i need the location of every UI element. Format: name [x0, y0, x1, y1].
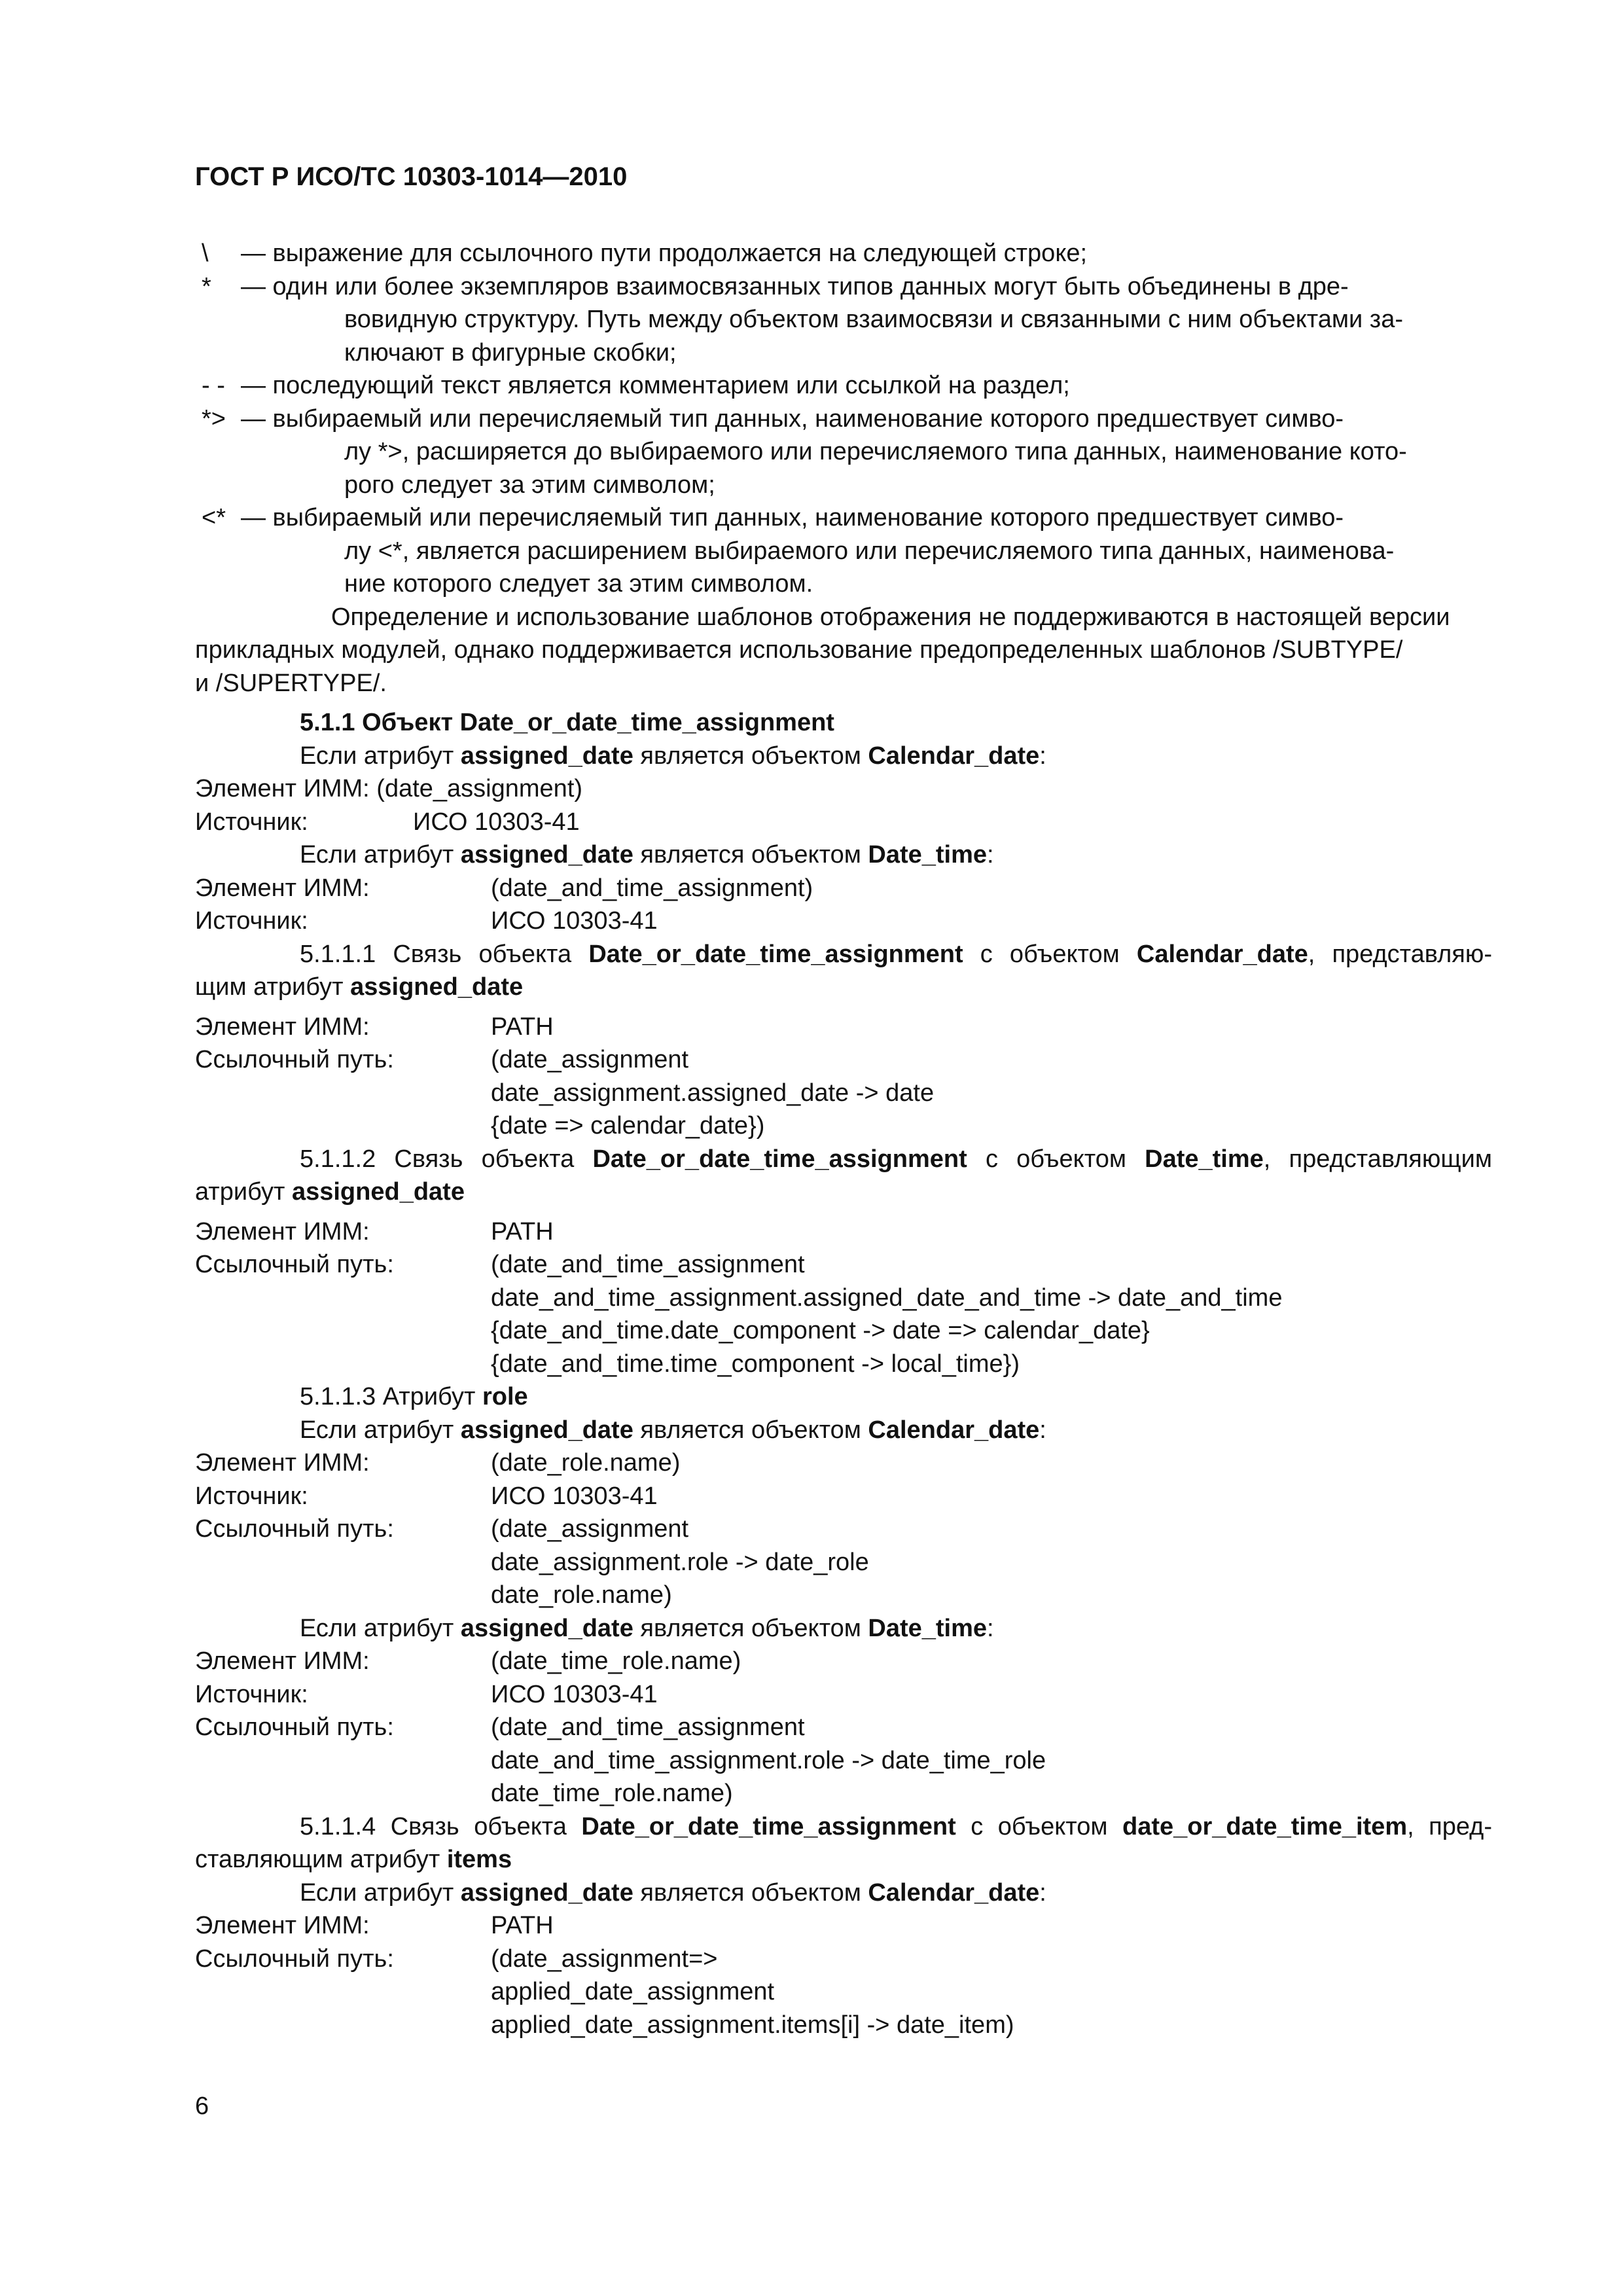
- path-line: [195, 1943, 1492, 1976]
- text: , представляющим: [1263, 1145, 1492, 1173]
- source-line: [195, 905, 1492, 938]
- source-line: [195, 806, 1492, 839]
- notation-text-continued: лу <*, является расширением выбираемого или перечисляемого типа данных, наименова-: [344, 537, 1395, 565]
- attribute-name: assigned_date: [460, 742, 633, 770]
- intro-paragraph-line: Определение и использование шаблонов отображения не поддерживаются в настоящей версии: [331, 603, 1450, 631]
- attribute-name: assigned_date: [460, 1614, 633, 1642]
- subsection-heading-5-1-1-2: [195, 1143, 1492, 1176]
- element-value: (date_time_role.name): [491, 1647, 741, 1675]
- element-line: [195, 1909, 1492, 1943]
- source-label: Источник:: [195, 1680, 308, 1708]
- text: является объектом: [633, 1614, 868, 1642]
- text: :: [987, 841, 994, 869]
- path-value: (date_and_time_assignment: [491, 1713, 805, 1741]
- text: :: [987, 1614, 994, 1642]
- element-line: Элемент ИММ: (date_assignment): [195, 775, 583, 802]
- path-value: (date_assignment: [491, 1515, 689, 1543]
- object-name: Calendar_date: [1136, 940, 1308, 968]
- path-label: Ссылочный путь:: [195, 1515, 394, 1543]
- path-continued: {date => calendar_date}): [491, 1112, 765, 1139]
- source-label: Источник:: [195, 1482, 308, 1510]
- notation-text: — один или более экземпляров взаимосвязанных типов данных могут быть объединены в дре-: [241, 272, 1349, 300]
- subsection-heading-5-1-1-1: [195, 938, 1492, 971]
- path-continued: date_assignment.assigned_date -> date: [491, 1079, 935, 1107]
- notation-text-continued: вовидную структуру. Путь между объектом взаимосвязи и связанными с ним объектами за-: [344, 306, 1404, 333]
- text: Если атрибут: [300, 742, 461, 770]
- text: , пред-: [1407, 1812, 1492, 1840]
- element-value: PATH: [491, 1912, 554, 1939]
- path-continued: date_and_time_assignment.assigned_date_and_time -> date_and_time: [491, 1283, 1283, 1312]
- text: щим атрибут: [195, 973, 351, 1001]
- path-value: (date_assignment=>: [491, 1945, 718, 1973]
- subsection-heading-continued: [195, 1843, 1492, 1876]
- element-label: Элемент ИММ:: [195, 1217, 370, 1246]
- path-value: (date_assignment: [491, 1046, 689, 1073]
- notation-text: — выбираемый или перечисляемый тип данных, наименование которого предшествует симво-: [241, 504, 1344, 531]
- notation-item: [195, 369, 1492, 403]
- source-value: ИСО 10303-41: [491, 1680, 658, 1708]
- element-value: (date_and_time_assignment): [491, 874, 813, 902]
- subsection-heading-5-1-1-4: [195, 1810, 1492, 1844]
- element-label: Элемент ИММ:: [195, 874, 370, 902]
- path-continued: date_and_time_assignment.role -> date_time_role: [491, 1746, 1046, 1774]
- subsection-heading-continued: [195, 1175, 1492, 1209]
- text: 5.1.1.4 Связь объекта: [300, 1812, 582, 1840]
- element-line: [195, 1645, 1492, 1678]
- attribute-name: assigned_date: [460, 841, 633, 869]
- text: 5.1.1.3 Атрибут: [300, 1383, 482, 1410]
- text: с объектом: [963, 940, 1137, 968]
- path-label: Ссылочный путь:: [195, 1713, 394, 1741]
- object-name: Date_or_date_time_assignment: [588, 940, 963, 968]
- element-label: Элемент ИММ:: [195, 1013, 370, 1041]
- attribute-name: assigned_date: [460, 1878, 633, 1907]
- object-name: Calendar_date: [868, 742, 1040, 770]
- text: 5.1.1.1 Связь объекта: [300, 940, 589, 968]
- notation-symbol: *>: [202, 404, 226, 433]
- text: :: [1039, 1416, 1046, 1444]
- notation-text: — последующий текст является комментарием или ссылкой на раздел;: [241, 372, 1070, 399]
- notation-symbol: <*: [202, 504, 226, 531]
- path-continued: date_assignment.role -> date_role: [491, 1548, 869, 1576]
- text: является объектом: [633, 841, 868, 869]
- text: является объектом: [633, 1416, 868, 1444]
- element-label: Элемент ИММ:: [195, 1912, 370, 1939]
- text: , представляю-: [1308, 940, 1492, 968]
- path-line: [195, 1711, 1492, 1744]
- text: ставляющим атрибут: [195, 1846, 447, 1873]
- path-label: Ссылочный путь:: [195, 1945, 394, 1973]
- notation-item: [195, 237, 1492, 270]
- text: 5.1.1.2 Связь объекта: [300, 1145, 593, 1173]
- object-name: Date_time: [1145, 1145, 1264, 1173]
- text: Если атрибут: [300, 1878, 461, 1907]
- page-content: [195, 237, 1492, 2041]
- notation-text-continued: рого следует за этим символом;: [344, 471, 715, 499]
- element-value: (date_role.name): [491, 1449, 681, 1477]
- element-label: Элемент ИММ:: [195, 1449, 370, 1477]
- attribute-name: assigned_date: [291, 1178, 465, 1206]
- path-continued: date_role.name): [491, 1581, 672, 1609]
- notation-text: — выбираемый или перечисляемый тип данных, наименование которого предшествует симво-: [241, 404, 1344, 433]
- notation-text-continued: ключают в фигурные скобки;: [344, 338, 677, 367]
- path-continued: {date_and_time.date_component -> date => calendar_date}: [491, 1317, 1150, 1344]
- text: :: [1039, 1878, 1046, 1907]
- text: атрибут: [195, 1178, 292, 1206]
- text: с объектом: [967, 1145, 1145, 1173]
- object-name: Calendar_date: [868, 1416, 1040, 1444]
- page-number: 6: [195, 2092, 209, 2120]
- condition-line: [195, 1876, 1492, 1910]
- text: Если атрибут: [300, 1416, 461, 1444]
- text: Если атрибут: [300, 841, 461, 869]
- path-line: [195, 1513, 1492, 1546]
- notation-symbol: \: [202, 240, 209, 267]
- condition-line: [195, 740, 1492, 773]
- attribute-name: assigned_date: [350, 973, 524, 1001]
- attribute-name: assigned_date: [460, 1416, 633, 1444]
- path-line: [195, 1248, 1492, 1282]
- source-line: [195, 1678, 1492, 1712]
- intro-paragraph-line: прикладных модулей, однако поддерживается использование предопределенных шаблонов /SUBTYPE/: [195, 636, 1403, 664]
- source-label: Источник:: [195, 808, 308, 836]
- object-name: Date_or_date_time_assignment: [592, 1145, 967, 1173]
- text: является объектом: [633, 1878, 868, 1907]
- section-heading-5-1-1: [195, 706, 1492, 740]
- element-line: [195, 1215, 1492, 1249]
- object-name: Date_or_date_time_assignment: [581, 1812, 956, 1840]
- text: с объектом: [955, 1812, 1123, 1840]
- object-name: Date_time: [868, 1614, 988, 1642]
- notation-item: [195, 403, 1492, 436]
- element-line: [195, 872, 1492, 905]
- notation-symbol: *: [202, 272, 211, 300]
- text: Если атрибут: [300, 1614, 461, 1642]
- intro-paragraph-line: и /SUPERTYPE/.: [195, 669, 387, 697]
- object-name: Calendar_date: [868, 1878, 1040, 1907]
- notation-list: [195, 237, 1492, 601]
- element-value: PATH: [491, 1217, 554, 1246]
- path-continued: date_time_role.name): [491, 1780, 733, 1807]
- text: является объектом: [633, 742, 868, 770]
- path-value: (date_and_time_assignment: [491, 1251, 805, 1278]
- subsection-heading-5-1-1-3: [195, 1380, 1492, 1414]
- condition-line: [195, 1414, 1492, 1447]
- path-continued: {date_and_time.time_component -> local_time}): [491, 1350, 1020, 1378]
- attribute-name: role: [482, 1383, 528, 1410]
- source-value: ИСО 10303-41: [491, 1482, 658, 1510]
- notation-item: [195, 270, 1492, 304]
- notation-text-continued: лу *>, расширяется до выбираемого или перечисляемого типа данных, наименование кото-: [344, 438, 1407, 465]
- notation-symbol: - -: [202, 372, 225, 399]
- object-name: date_or_date_time_item: [1122, 1812, 1408, 1840]
- notation-text-continued: ние которого следует за этим символом.: [344, 570, 813, 598]
- path-continued: applied_date_assignment.items[i] -> date_item): [491, 2011, 1014, 2039]
- standard-designation: ГОСТ Р ИСО/ТС 10303-1014—2010: [195, 162, 628, 191]
- element-line: [195, 1011, 1492, 1044]
- object-name: Date_time: [868, 841, 988, 869]
- path-continued: applied_date_assignment: [491, 1978, 775, 2005]
- section-heading-text: 5.1.1 Объект Date_or_date_time_assignment: [300, 709, 834, 736]
- path-label: Ссылочный путь:: [195, 1251, 394, 1278]
- element-label: Элемент ИММ:: [195, 1647, 370, 1675]
- path-label: Ссылочный путь:: [195, 1046, 394, 1073]
- condition-line: [195, 1612, 1492, 1645]
- source-line: [195, 1480, 1492, 1513]
- source-value: ИСО 10303-41: [413, 808, 580, 836]
- notation-item: [195, 501, 1492, 535]
- text: :: [1039, 742, 1046, 770]
- condition-line: [195, 838, 1492, 872]
- source-label: Источник:: [195, 907, 308, 935]
- attribute-name: items: [446, 1846, 512, 1873]
- element-line: [195, 1446, 1492, 1480]
- source-value: ИСО 10303-41: [491, 907, 658, 935]
- element-value: PATH: [491, 1013, 554, 1041]
- notation-text: — выражение для ссылочного пути продолжается на следующей строке;: [241, 240, 1088, 267]
- subsection-heading-continued: [195, 971, 1492, 1004]
- path-line: [195, 1043, 1492, 1077]
